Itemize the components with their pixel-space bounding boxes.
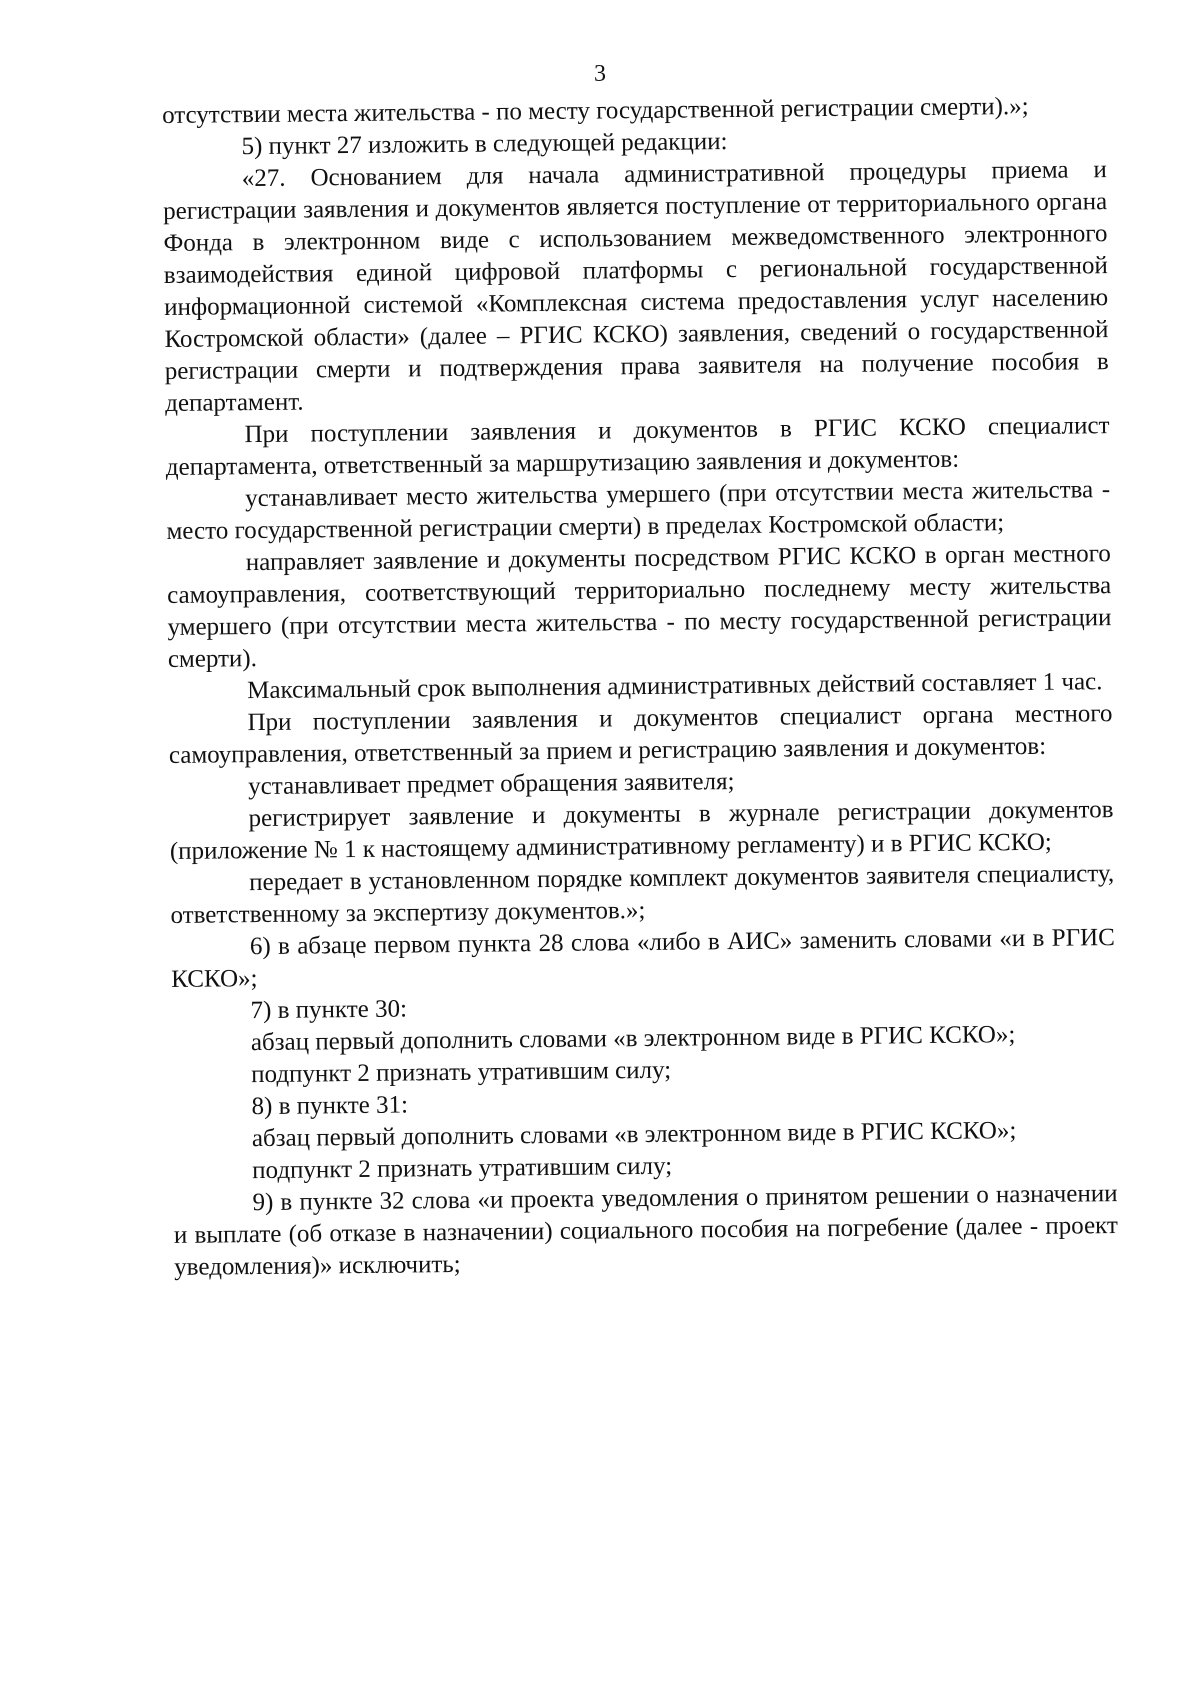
paragraph: регистрирует заявление и документы в журнале регистрации документов (приложение № 1 к настоящему административному регламенту) и в РГИС КСКО; (169, 796, 1114, 865)
paragraph: 6) в абзаце первом пункта 28 слова «либо в АИС» заменить словами «и в РГИС КСКО»; (171, 924, 1115, 993)
paragraph: 9) в пункте 32 слова «и проекта уведомления о принятом решении о назначении и выплате (об отказе в назначении) социального пособия на погребение (далее - проект уведомления)» исключить; (173, 1180, 1118, 1281)
paragraph: абзац первый дополнить словами «в электронном виде в РГИС КСКО»; (250, 1021, 1016, 1057)
paragraph: При поступлении заявления и документов в РГИС КСКО специалист департамента, ответственный за маршрутизацию заявления и документов: (165, 412, 1110, 481)
document-body (162, 90, 1118, 1284)
paragraph: Максимальный срок выполнения административных действий составляет 1 час. (247, 668, 1103, 705)
paragraph: направляет заявление и документы посредством РГИС КСКО в орган местного самоуправления, соответствующий территориально последнему месту жительства умершего (при отсутствии места жительства - по месту государственной регистрации смерти). (167, 540, 1112, 673)
paragraph: подпункт 2 признать утратившим силу; (252, 1152, 673, 1185)
paragraph: подпункт 2 признать утратившим силу; (251, 1056, 672, 1089)
paragraph: абзац первый дополнить словами «в электронном виде в РГИС КСКО»; (251, 1117, 1017, 1153)
paragraph: устанавливает место жительства умершего (при отсутствии места жительства - место государственной регистрации смерти) в пределах Костромской области; (166, 476, 1111, 545)
paragraph: отсутствии места жительства - по месту государственной регистрации смерти).»; (162, 92, 1029, 129)
page-number: 3 (594, 61, 606, 87)
paragraph: 8) в пункте 31: (251, 1091, 409, 1121)
paragraph: 7) в пункте 30: (250, 995, 408, 1025)
paragraph: 5) пункт 27 изложить в следующей редакции: (241, 128, 728, 161)
paragraph: передает в установленном порядке комплект документов заявителя специалисту, ответственному за экспертизу документов.»; (170, 860, 1115, 929)
paragraph: «27. Основанием для начала административной процедуры приема и регистрации заявления и документов является поступление от территориального органа Фонда в электронном виде с использованием межведомственного электронного взаимодействия единой цифровой платформы с региональной государственной информационной системой «Комплексная система предоставления услуг населению Костромской области» (далее – РГИС КСКО) заявления, сведений о государственной регистрации смерти и подтверждения права заявителя на получение пособия в департамент. (163, 156, 1109, 417)
paragraph: устанавливает предмет обращения заявителя; (248, 768, 735, 801)
paragraph: При поступлении заявления и документов специалист органа местного самоуправления, ответственный за прием и регистрацию заявления и документов: (168, 700, 1113, 769)
